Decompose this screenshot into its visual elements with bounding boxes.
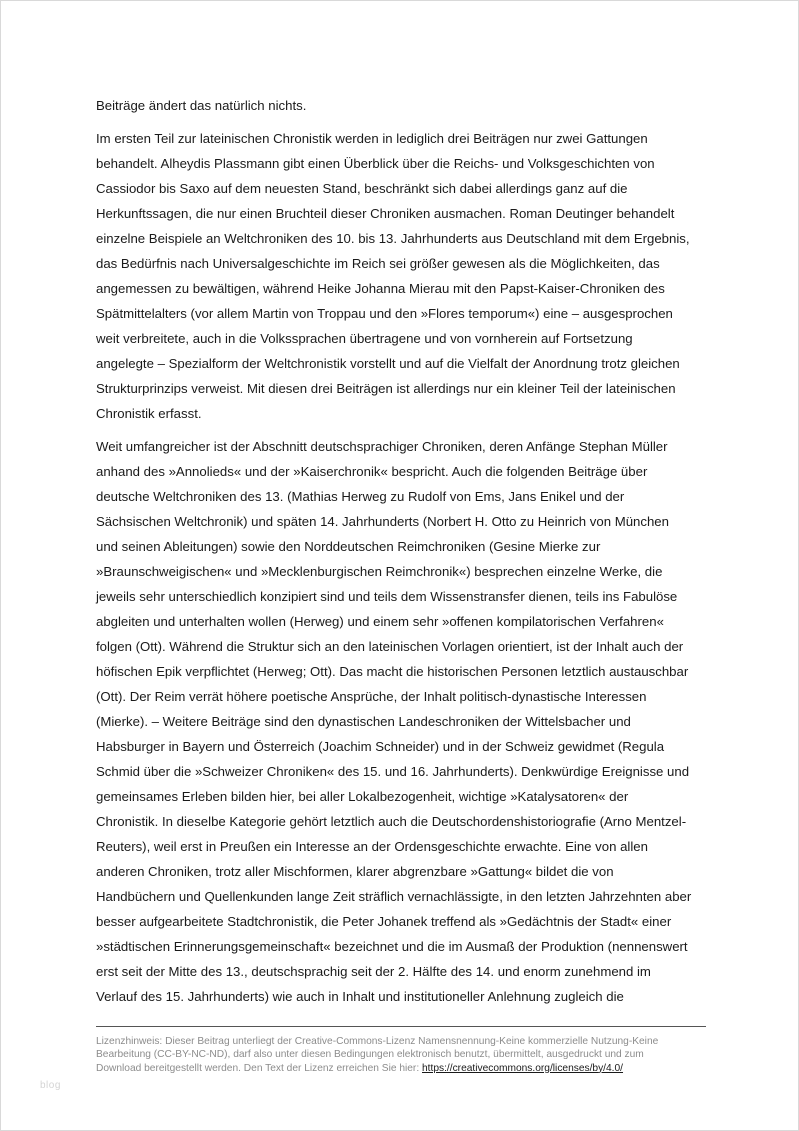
text-line: Cassiodor bis Saxo auf dem neuesten Stand, beschränkt sich dabei allerdings ganz auf die (96, 181, 628, 196)
text-line: Strukturprinzips verweist. Mit diesen drei Beiträgen ist allerdings nur ein kleiner Teil der lateinischen (96, 381, 676, 396)
text-line: behandelt. Alheydis Plassmann gibt einen Überblick über die Reichs- und Volksgeschichten von (96, 156, 655, 171)
text-line: abgleiten und unterhalten wollen (Herweg) und einem sehr »offenen kompilatorischen Verfahren« (96, 614, 664, 629)
text-line: Sächsischen Weltchronik) und späten 14. Jahrhunderts (Norbert H. Otto zu Heinrich von München (96, 514, 669, 529)
paragraph-2 (96, 126, 708, 426)
text-line: (Ott). Der Reim verrät höhere poetische Ansprüche, der Inhalt politisch-dynastische Interessen (96, 689, 647, 704)
text-line: weit verbreitete, auch in die Volkssprachen übertragene und von vornherein auf Fortsetzung (96, 331, 633, 346)
body-text (96, 93, 708, 1017)
text-line: Im ersten Teil zur lateinischen Chronistik werden in lediglich drei Beiträgen nur zwei Gattungen (96, 131, 648, 146)
text-line: deutsche Weltchroniken des 13. (Mathias Herweg zu Rudolf von Ems, Jans Enikel und der (96, 489, 625, 504)
watermark: blog (40, 1080, 61, 1091)
text-line: gemeinsames Erleben bilden hier, bei aller Lokalbezogenheit, wichtige »Katalysatoren« der (96, 789, 629, 804)
text-line: das Bedürfnis nach Universalgeschichte im Reich sei größer gewesen als die Möglichkeiten, das (96, 256, 660, 271)
text-line: höfischen Epik verpflichtet (Herweg; Ott). Das macht die historischen Personen letztlich austauschbar (96, 664, 689, 679)
footer-divider (96, 1026, 706, 1027)
text-line: Schmid über die »Schweizer Chroniken« des 15. und 16. Jahrhunderts). Denkwürdige Ereignisse und (96, 764, 690, 779)
text-line: erst seit der Mitte des 13., deutschsprachig seit der 2. Hälfte des 14. und enorm zunehmend im (96, 964, 651, 979)
text-line: Habsburger in Bayern und Österreich (Joachim Schneider) und in der Schweiz gewidmet (Regula (96, 739, 665, 754)
text-line: anderen Chroniken, trotz aller Mischformen, klarer abgrenzbare »Gattung« bildet die von (96, 864, 614, 879)
license-line-2: Bearbeitung (CC-BY-NC-ND), darf also unter diesen Bedingungen elektronisch benutzt, übermittelt, ausgedruckt und zum (96, 1049, 644, 1061)
license-line-1: Lizenzhinweis: Dieser Beitrag unterliegt der Creative-Commons-Lizenz Namensnennung-Keine kommerzielle Nutzung-Keine (96, 1036, 659, 1047)
text-line: Chronistik erfasst. (96, 406, 202, 421)
text-line: Verlauf des 15. Jahrhunderts) wie auch in Inhalt und institutioneller Anlehnung zugleich die (96, 989, 624, 1004)
license-line-3 (96, 1062, 708, 1075)
license-link[interactable]: https://creativecommons.org/licenses/by/4.0/ (422, 1062, 624, 1074)
text-line: Reuters), weil erst in Preußen ein Interesse an der Ordensgeschichte erwachte. Eine von allen (96, 839, 648, 854)
text-line: besser aufgearbeitete Stadtchronistik, die Peter Johanek treffend als »Gedächtnis der Stadt« einer (96, 914, 672, 929)
text-line: jeweils sehr unterschiedlich konzipiert sind und teils dem Wissenstransfer dienen, teils ins Fabulöse (96, 589, 678, 604)
text-line: Beiträge ändert das natürlich nichts. (96, 98, 307, 113)
text-line: »Braunschweigischen« und »Mecklenburgischen Reimchronik«) besprechen einzelne Werke, die (96, 564, 663, 579)
text-line: Handbüchern und Quellenkunden lange Zeit sträflich vernachlässigte, in den letzten Jahrzehnten aber (96, 889, 692, 904)
text-line: Weit umfangreicher ist der Abschnitt deutschsprachiger Chroniken, deren Anfänge Stephan Müller (96, 439, 668, 454)
text-line: Herkunftssagen, die nur einen Bruchteil dieser Chroniken ausmachen. Roman Deutinger behandelt (96, 206, 675, 221)
paragraph-3 (96, 434, 708, 1009)
text-line: folgen (Ott). Während die Struktur sich an den lateinischen Vorlagen orientiert, ist der Inhalt auch der (96, 639, 684, 654)
license-footer (96, 1035, 708, 1075)
text-line: (Mierke). – Weitere Beiträge sind den dynastischen Landeschroniken der Wittelsbacher und (96, 714, 631, 729)
text-line: angelegte – Spezialform der Weltchronistik vorstellt und auf die Vielfalt der Anordnung trotz gleichen (96, 356, 680, 371)
paragraph-1 (96, 93, 708, 118)
text-line: einzelne Beispiele an Weltchroniken des 10. bis 13. Jahrhunderts aus Deutschland mit dem Ergebnis, (96, 231, 690, 246)
text-line: angemessen zu bewältigen, während Heike Johanna Mierau mit den Papst-Kaiser-Chroniken des (96, 281, 665, 296)
text-line: Chronistik. In dieselbe Kategorie gehört letztlich auch die Deutschordenshistoriografie (Arno Mentzel- (96, 814, 687, 829)
text-line: anhand des »Annolieds« und der »Kaiserchronik« bespricht. Auch die folgenden Beiträge über (96, 464, 648, 479)
license-line-3-text: Download bereitgestellt werden. Den Text der Lizenz erreichen Sie hier: (96, 1062, 422, 1074)
text-line: Spätmittelalters (vor allem Martin von Troppau und den »Flores temporum«) eine – ausgesprochen (96, 306, 673, 321)
text-line: »städtischen Erinnerungsgemeinschaft« bezeichnet und die im Ausmaß der Produktion (nennenswert (96, 939, 688, 954)
text-line: und seinen Ableitungen) sowie den Norddeutschen Reimchroniken (Gesine Mierke zur (96, 539, 601, 554)
